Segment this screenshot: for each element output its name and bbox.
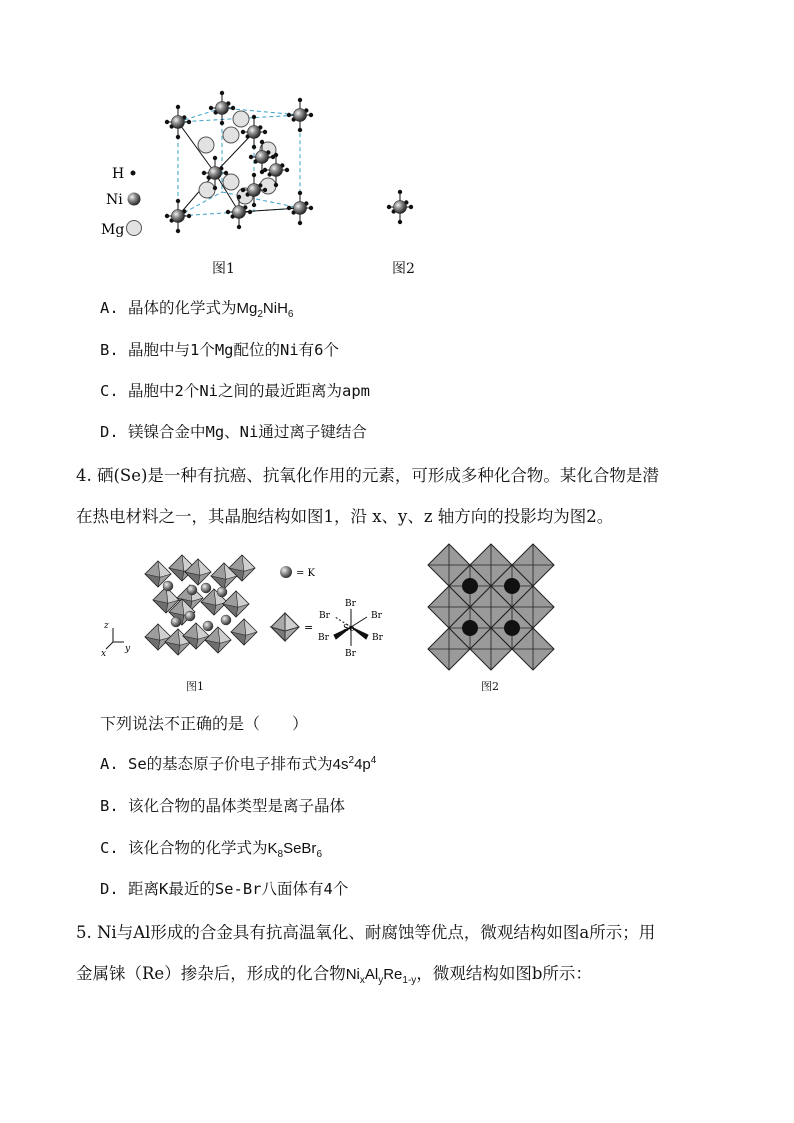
h-atom xyxy=(176,135,180,139)
ni-atom xyxy=(209,167,222,180)
h-atom xyxy=(298,191,302,195)
sebr6-octahedron xyxy=(231,619,257,645)
q4-option-b: B. 该化合物的晶体类型是离子晶体 xyxy=(100,797,345,815)
ni-atom xyxy=(233,206,246,219)
h-atom xyxy=(209,106,213,110)
q3-fig2-caption: 图2 xyxy=(392,261,415,277)
ni-h6-unit xyxy=(209,91,235,125)
h-atom xyxy=(263,188,267,192)
ni-atom xyxy=(248,184,261,197)
octahedra-group xyxy=(145,555,257,655)
q5-line1: 5. Ni与Al形成的合金具有抗高温氧化、耐腐蚀等优点，微观结构如图a所示；用 xyxy=(76,923,656,942)
h-atom xyxy=(213,186,217,190)
ni-atom xyxy=(248,126,261,139)
axis-z-label: z xyxy=(104,621,109,631)
k-atom xyxy=(171,617,181,627)
axes-icon xyxy=(106,628,124,649)
h-atom xyxy=(237,225,241,229)
ni-atom xyxy=(216,102,229,115)
projected-k-atom xyxy=(462,620,478,636)
ni-h6-unit xyxy=(387,190,413,224)
h-atom xyxy=(176,229,180,233)
q3-figure xyxy=(0,0,794,285)
h-atom xyxy=(274,183,278,187)
axis-y-label: y xyxy=(125,644,131,654)
h-atom xyxy=(298,128,302,132)
projected-k-atom xyxy=(462,578,478,594)
h-atom xyxy=(220,91,224,95)
q4-option-d: D. 距离K最近的Se-Br八面体有4个 xyxy=(100,880,349,898)
mg-atom-icon xyxy=(127,221,142,236)
q3-option-a: A. 晶体的化学式为$Mg_2NiH_6$ xyxy=(100,299,294,320)
h-atom xyxy=(285,168,289,172)
q4-option-c: C. 该化合物的化学式为$K_8SeBr_6$ xyxy=(100,839,322,860)
k-atom xyxy=(185,611,195,621)
axis-x-label: x xyxy=(101,649,107,659)
ni-atom xyxy=(172,210,185,223)
k-atom xyxy=(201,583,211,593)
sebr6-octahedron xyxy=(145,624,171,650)
ni-atom-icon xyxy=(128,193,141,206)
h-atom xyxy=(176,105,180,109)
q4-prompt: 下列说法不正确的是（ ） xyxy=(100,714,309,733)
q3-option-d: D. 镁镍合金中Mg、Ni通过离子键结合 xyxy=(100,423,367,441)
h-atom xyxy=(298,98,302,102)
q4-option-c-formula: $K_8SeBr_6$ xyxy=(267,840,322,860)
h-atom xyxy=(176,199,180,203)
h-atom xyxy=(165,214,169,218)
q4-stem-line1: 4. 硒(Se)是一种有抗癌、抗氧化作用的元素，可形成多种化合物。某化合物是潜 xyxy=(76,466,659,485)
ni-atom xyxy=(172,116,185,129)
h-atom xyxy=(187,214,191,218)
octahedron-legend-icon xyxy=(271,613,299,641)
q4-fig2-caption: 图2 xyxy=(481,680,499,693)
k-atom xyxy=(203,621,213,631)
br-upper-right: Br xyxy=(371,611,382,621)
se-center: Se xyxy=(343,624,355,634)
k-atom xyxy=(221,615,231,625)
q5-line2: 金属铼（Re）掺杂后，形成的化合物$Ni_xAl_yRe_{1-y}$，微观结构如图b所示： xyxy=(76,964,592,986)
h-atom xyxy=(187,120,191,124)
h-atom xyxy=(398,190,402,194)
h-atom xyxy=(309,113,313,117)
ni-atom xyxy=(294,202,307,215)
legend-mg-label: Mg xyxy=(101,222,125,238)
sebr6-octahedron xyxy=(223,591,249,617)
h-atom xyxy=(309,206,313,210)
h-atom-icon xyxy=(131,171,136,176)
h-atom xyxy=(226,210,230,214)
h-atom xyxy=(409,205,413,209)
h-atom xyxy=(260,140,264,144)
q3-option-c: C. 晶胞中2个Ni之间的最近距离为apm xyxy=(100,382,370,400)
br-lower-left: Br xyxy=(318,633,329,643)
ni-h6-unit xyxy=(287,98,313,132)
h-atom xyxy=(224,171,228,175)
k-atom-icon xyxy=(280,566,292,578)
q4-stem-line2: 在热电材料之一，其晶胞结构如图1，沿 x、y、z 轴方向的投影均为图2。 xyxy=(76,507,614,526)
h-atom xyxy=(398,220,402,224)
h-atom xyxy=(252,203,256,207)
q5-formula: $Ni_xAl_yRe_{1-y}$ xyxy=(345,966,417,986)
legend-h-label: H xyxy=(112,166,125,182)
h-atom xyxy=(298,221,302,225)
h-atom xyxy=(241,130,245,134)
legend-ni-label: Ni xyxy=(106,192,123,208)
q3-fig1-caption: 图1 xyxy=(212,261,235,277)
h-atom xyxy=(220,121,224,125)
k-atom xyxy=(163,581,173,591)
projection-tiling xyxy=(428,544,554,670)
h-atom xyxy=(241,188,245,192)
projected-k-atom xyxy=(504,620,520,636)
k-atom xyxy=(187,585,197,595)
h-atom xyxy=(287,113,291,117)
h-atom xyxy=(237,195,241,199)
h-atom xyxy=(287,206,291,210)
h-atom xyxy=(252,173,256,177)
br-top: Br xyxy=(345,599,356,609)
h-atom xyxy=(274,153,278,157)
q4-option-a: A. Se的基态原子价电子排布式为$4s^24p^4$ xyxy=(100,755,377,773)
q4-figure xyxy=(0,535,794,700)
ni-atom xyxy=(270,164,283,177)
equals-sign: = xyxy=(304,621,314,634)
ni-atom xyxy=(394,201,407,214)
br-lower-right: Br xyxy=(372,633,383,643)
q4-fig1-caption: 图1 xyxy=(186,680,204,693)
br-upper-left: Br xyxy=(319,611,330,621)
h-atom xyxy=(249,155,253,159)
h-atom xyxy=(252,115,256,119)
k-atom xyxy=(217,587,227,597)
q3-option-a-formula: $Mg_2NiH_6$ xyxy=(236,300,294,320)
ni-atom xyxy=(256,151,269,164)
h-atom xyxy=(213,156,217,160)
h-atom xyxy=(165,120,169,124)
h-atom xyxy=(387,205,391,209)
h-atom xyxy=(202,171,206,175)
h-atom xyxy=(231,106,235,110)
q3-option-b: B. 晶胞中与1个Mg配位的Ni有6个 xyxy=(100,341,339,359)
h-atom xyxy=(252,145,256,149)
ni-atom xyxy=(294,109,307,122)
h-atom xyxy=(263,168,267,172)
ni-h6-unit xyxy=(165,199,191,233)
k-legend-label: = K xyxy=(296,568,316,579)
h-atom xyxy=(263,130,267,134)
br-bottom: Br xyxy=(345,649,356,659)
q4-option-a-formula: $4s^24p^4$ xyxy=(332,755,377,773)
projected-k-atom xyxy=(504,578,520,594)
ni-h6-unit xyxy=(287,191,313,225)
h-atom xyxy=(248,210,252,214)
ni-h6-unit xyxy=(387,190,413,224)
